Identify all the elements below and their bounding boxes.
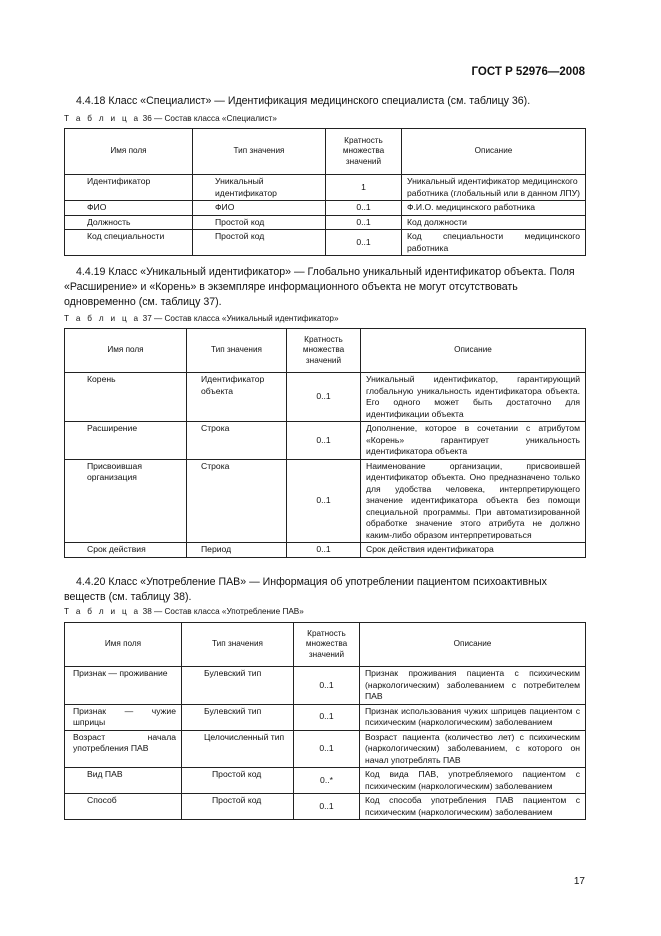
column-header: Кратность множества значений (287, 329, 361, 373)
column-header: Описание (360, 623, 586, 667)
column-header: Кратность множества значений (294, 623, 360, 667)
multiplicity: 1 (326, 175, 402, 201)
table-row (65, 794, 586, 820)
value-type: Строка (187, 459, 287, 543)
description: Возраст пациента (количество лет) с психическим (наркологическим) заболеванием, с которого он начал употреблять ПАВ (360, 730, 586, 768)
multiplicity: 0..1 (294, 704, 360, 730)
value-type: Строка (187, 422, 287, 460)
field-name: Должность (65, 215, 193, 230)
paragraph-text: 4.4.19 Класс «Уникальный идентификатор» — Глобально уникальный идентификатор объекта. Поля «Расширение» и «Корень» в экземпляре информационного объекта не могут отсутствовать одновременно (см. таблицу 37). (64, 266, 575, 308)
value-type: Целочисленный тип (182, 730, 294, 768)
description: Уникальный идентификатор медицинского работника (глобальный или в данном ЛПУ) (402, 175, 586, 201)
table-36 (64, 128, 586, 256)
paragraph-text: 4.4.20 Класс «Употребление ПАВ» — Информация об употреблении пациентом психоактивных веществ (см. таблицу 38). (64, 576, 547, 603)
description: Код специальности медицинского работника (402, 230, 586, 256)
field-name: Расширение (65, 422, 187, 460)
field-name: Способ (65, 794, 182, 820)
multiplicity: 0..1 (326, 201, 402, 216)
paragraph-4-4-20 (64, 575, 591, 605)
multiplicity: 0..1 (326, 230, 402, 256)
description: Код способа употребления ПАВ пациентом с психическим (наркологическим) заболеванием (360, 794, 586, 820)
multiplicity: 0..1 (294, 794, 360, 820)
description: Признак проживания пациента с психическим (наркологическим) заболеванием с потребителем ПАВ (360, 667, 586, 705)
multiplicity: 0..1 (287, 422, 361, 460)
column-header: Тип значения (187, 329, 287, 373)
value-type: Булевский тип (182, 667, 294, 705)
table-38-caption: Т а б л и ц а 38 — Состав класса «Употребление ПАВ» (64, 607, 304, 616)
multiplicity: 0..1 (326, 215, 402, 230)
value-type: Период (187, 543, 287, 558)
value-type: Простой код (193, 215, 326, 230)
table-38 (64, 622, 586, 820)
table-37 (64, 328, 586, 558)
paragraph-text: 4.4.18 Класс «Специалист» — Идентификация медицинского специалиста (см. таблицу 36). (76, 95, 531, 107)
table-row (65, 373, 586, 422)
table-row (65, 459, 586, 543)
description: Срок действия идентификатора (361, 543, 586, 558)
field-name: Признак — проживание (65, 667, 182, 705)
table-37-caption: Т а б л и ц а 37 — Состав класса «Уникальный идентификатор» (64, 314, 339, 323)
field-name: ФИО (65, 201, 193, 216)
table-row (65, 730, 586, 768)
field-name: Корень (65, 373, 187, 422)
paragraph-4-4-19 (64, 265, 591, 310)
column-header: Имя поля (65, 623, 182, 667)
field-name: Возраст начала употребления ПАВ (65, 730, 182, 768)
value-type: Простой код (182, 768, 294, 794)
description: Код вида ПАВ, употребляемого пациентом с психическим (наркологическим) заболеванием (360, 768, 586, 794)
table-row (65, 768, 586, 794)
description: Код должности (402, 215, 586, 230)
table-row (65, 667, 586, 705)
description: Ф.И.О. медицинского работника (402, 201, 586, 216)
column-header: Кратность множества значений (326, 129, 402, 175)
field-name: Срок действия (65, 543, 187, 558)
value-type: Булевский тип (182, 704, 294, 730)
column-header: Имя поля (65, 329, 187, 373)
field-name: Вид ПАВ (65, 768, 182, 794)
multiplicity: 0..1 (294, 667, 360, 705)
description: Уникальный идентификатор, гарантирующий глобальную уникальность идентификатора объекта. Его одного может быть достаточно для идентификации объекта (361, 373, 586, 422)
page-header: ГОСТ Р 52976—2008 (471, 66, 585, 78)
value-type: Идентификатор объекта (187, 373, 287, 422)
description: Дополнение, которое в сочетании с атрибутом «Корень» гарантирует уникальность идентификатора объекта (361, 422, 586, 460)
table-row (65, 704, 586, 730)
table-row (65, 230, 586, 256)
multiplicity: 0..* (294, 768, 360, 794)
multiplicity: 0..1 (294, 730, 360, 768)
column-header: Описание (402, 129, 586, 175)
field-name: Признак — чужие шприцы (65, 704, 182, 730)
multiplicity: 0..1 (287, 543, 361, 558)
table-row (65, 201, 586, 216)
page-number: 17 (573, 876, 585, 887)
multiplicity: 0..1 (287, 459, 361, 543)
description: Наименование организации, присвоившей идентификатор объекта. Оно предназначено только для удобства человека, интерпретирующего значение идентификатора объекта без помощи специальной программы. При автоматизированной обработке значение этого атрибута не должно каким-либо образом интерпретироваться (361, 459, 586, 543)
description: Признак использования чужих шприцев пациентом с психическим (наркологическим) заболеванием (360, 704, 586, 730)
value-type: Простой код (193, 230, 326, 256)
table-row (65, 543, 586, 558)
value-type: ФИО (193, 201, 326, 216)
field-name: Код специальности (65, 230, 193, 256)
table-row (65, 175, 586, 201)
column-header: Описание (361, 329, 586, 373)
field-name: Идентификатор (65, 175, 193, 201)
column-header: Имя поля (65, 129, 193, 175)
value-type: Уникальный идентификатор (193, 175, 326, 201)
table-row (65, 215, 586, 230)
field-name: Присвоившая организация (65, 459, 187, 543)
column-header: Тип значения (182, 623, 294, 667)
value-type: Простой код (182, 794, 294, 820)
column-header: Тип значения (193, 129, 326, 175)
multiplicity: 0..1 (287, 373, 361, 422)
table-row (65, 422, 586, 460)
table-36-caption: Т а б л и ц а 36 — Состав класса «Специалист» (64, 114, 277, 123)
paragraph-4-4-18 (64, 94, 591, 109)
